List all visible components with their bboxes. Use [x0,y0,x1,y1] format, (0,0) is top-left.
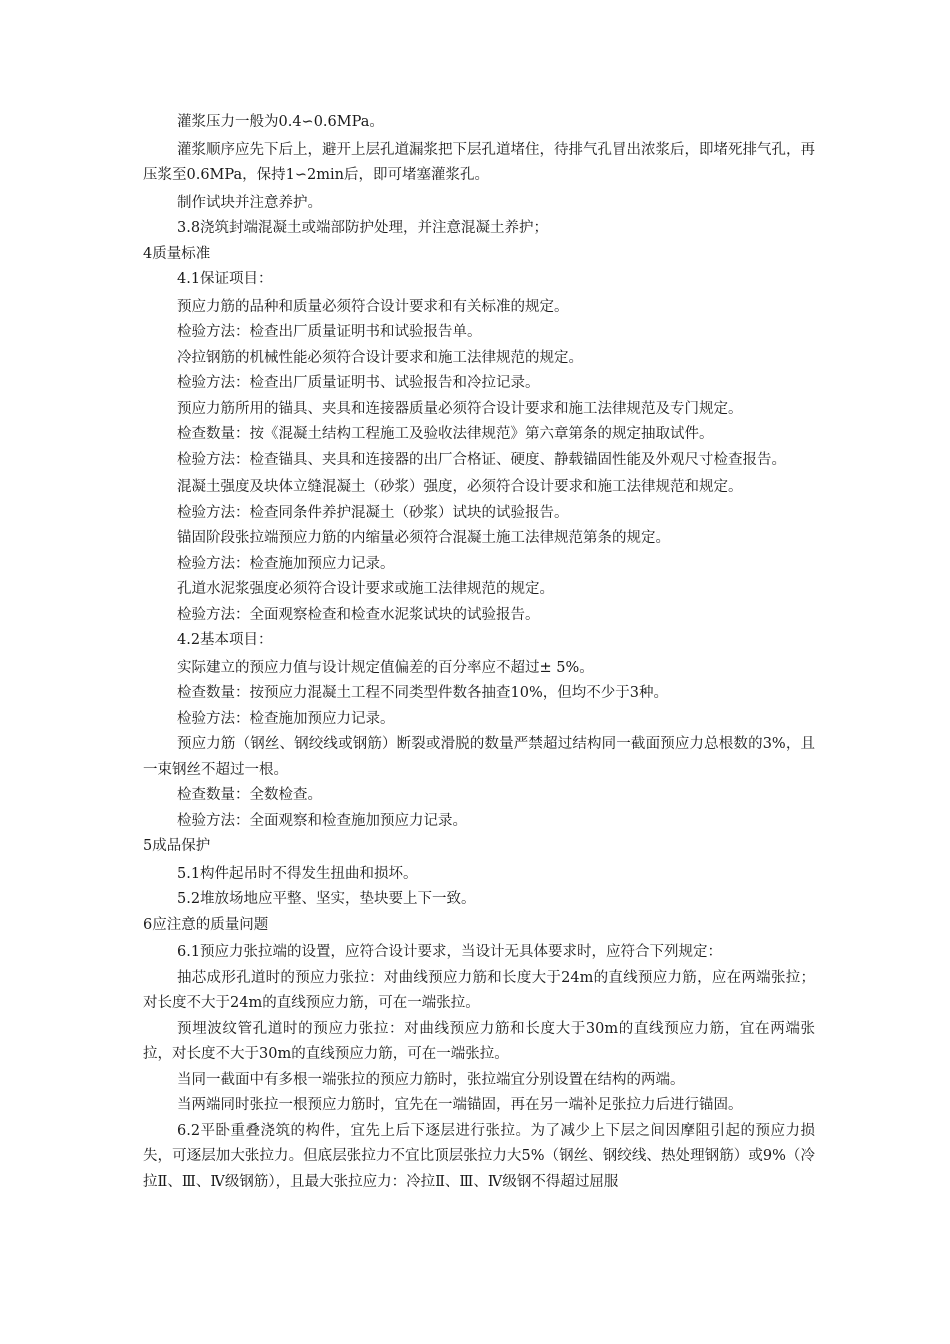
paragraph: 6.1预应力张拉端的设置，应符合设计要求，当设计无具体要求时，应符合下列规定： [177,944,723,960]
paragraph: 检验方法：全面观察检查和检查水泥浆试块的试验报告。 [177,606,540,623]
paragraph: 预应力筋（钢丝、钢绞线或钢筋）断裂或滑脱的数量严禁超过结构同一截面预应力总根数的3%，且一束钢丝不超过一根。 [143,736,815,778]
paragraph: 检验方法：全面观察和检查施加预应力记录。 [177,812,467,829]
section-heading: 5成品保护 [143,838,211,854]
paragraph: 检查数量：按《混凝土结构工程施工及验收法律规范》第六章第条的规定抽取试件。 [177,426,714,442]
subsection-heading: 4.1保证项目： [177,271,273,287]
section-heading: 4质量标准 [143,245,211,262]
paragraph: 混凝土强度及块体立缝混凝土（砂浆）强度，必须符合设计要求和施工法律规范和规定。 [177,479,743,495]
paragraph: 灌浆顺序应先下后上，避开上层孔道漏浆把下层孔道堵住，待排气孔冒出浓浆后，即堵死排气孔，再压浆至0.6MPa，保持1∽2min后，即可堵塞灌浆孔。 [143,141,815,183]
subsection-heading: 4.2基本项目： [177,632,273,648]
paragraph: 预埋波纹管孔道时的预应力张拉：对曲线预应力筋和长度大于30m的直线预应力筋，宜在两端张拉，对长度不大于30m的直线预应力筋，可在一端张拉。 [143,1020,815,1062]
paragraph: 孔道水泥浆强度必须符合设计要求或施工法律规范的规定。 [177,581,554,597]
paragraph: 抽芯成形孔道时的预应力张拉：对曲线预应力筋和长度大于24m的直线预应力筋，应在两端张拉；对长度不大于24m的直线预应力筋，可在一端张拉。 [143,969,815,1011]
paragraph: 6.2平卧重叠浇筑的构件，宜先上后下逐层进行张拉。为了减少上下层之间因摩阻引起的预应力损失，可逐层加大张拉力。但底层张拉力不宜比顶层张拉力大5%（钢丝、钢绞线、热处理钢筋）或9%（冷拉Ⅱ、Ⅲ、Ⅳ级钢筋），且最大张拉应力：冷拉Ⅱ、Ⅲ、Ⅳ级钢不得超过屈服 [143,1122,815,1190]
paragraph: 5.2堆放场地应平整、坚实，垫块要上下一致。 [177,891,476,907]
paragraph: 检验方法：检查出厂质量证明书、试验报告和冷拉记录。 [177,375,540,391]
paragraph: 灌浆压力一般为0.4∽0.6MPa。 [177,114,384,130]
paragraph: 检查数量：全数检查。 [177,787,322,803]
paragraph: 5.1构件起吊时不得发生扭曲和损坏。 [177,865,418,882]
paragraph: 冷拉钢筋的机械性能必须符合设计要求和施工法律规范的规定。 [177,349,583,366]
paragraph: 锚固阶段张拉端预应力筋的内缩量必须符合混凝土施工法律规范第条的规定。 [177,530,670,546]
paragraph: 当同一截面中有多根一端张拉的预应力筋时，张拉端宜分别设置在结构的两端。 [177,1071,685,1088]
paragraph: 检验方法：检查施加预应力记录。 [177,555,395,572]
document-body [143,110,815,1195]
paragraph: 检验方法：检查出厂质量证明书和试验报告单。 [177,324,482,340]
paragraph: 检验方法：检查同条件养护混凝土（砂浆）试块的试验报告。 [177,504,569,521]
paragraph: 3.8浇筑封端混凝土或端部防护处理，并注意混凝土养护； [177,220,549,236]
paragraph: 检查数量：按预应力混凝土工程不同类型件数各抽查10%，但均不少于3种。 [177,685,668,701]
paragraph: 检验方法：检查锚具、夹具和连接器的出厂合格证、硬度、静载锚固性能及外观尺寸检查报告。 [177,451,786,468]
paragraph: 预应力筋的品种和质量必须符合设计要求和有关标准的规定。 [177,298,569,315]
paragraph: 检验方法：检查施加预应力记录。 [177,710,395,727]
section-heading: 6应注意的质量问题 [143,916,269,933]
paragraph: 实际建立的预应力值与设计规定值偏差的百分率应不超过± 5%。 [177,659,594,676]
paragraph: 当两端同时张拉一根预应力筋时，宜先在一端锚固，再在另一端补足张拉力后进行锚固。 [177,1097,743,1113]
paragraph: 预应力筋所用的锚具、夹具和连接器质量必须符合设计要求和施工法律规范及专门规定。 [177,400,743,417]
paragraph: 制作试块并注意养护。 [177,194,322,211]
